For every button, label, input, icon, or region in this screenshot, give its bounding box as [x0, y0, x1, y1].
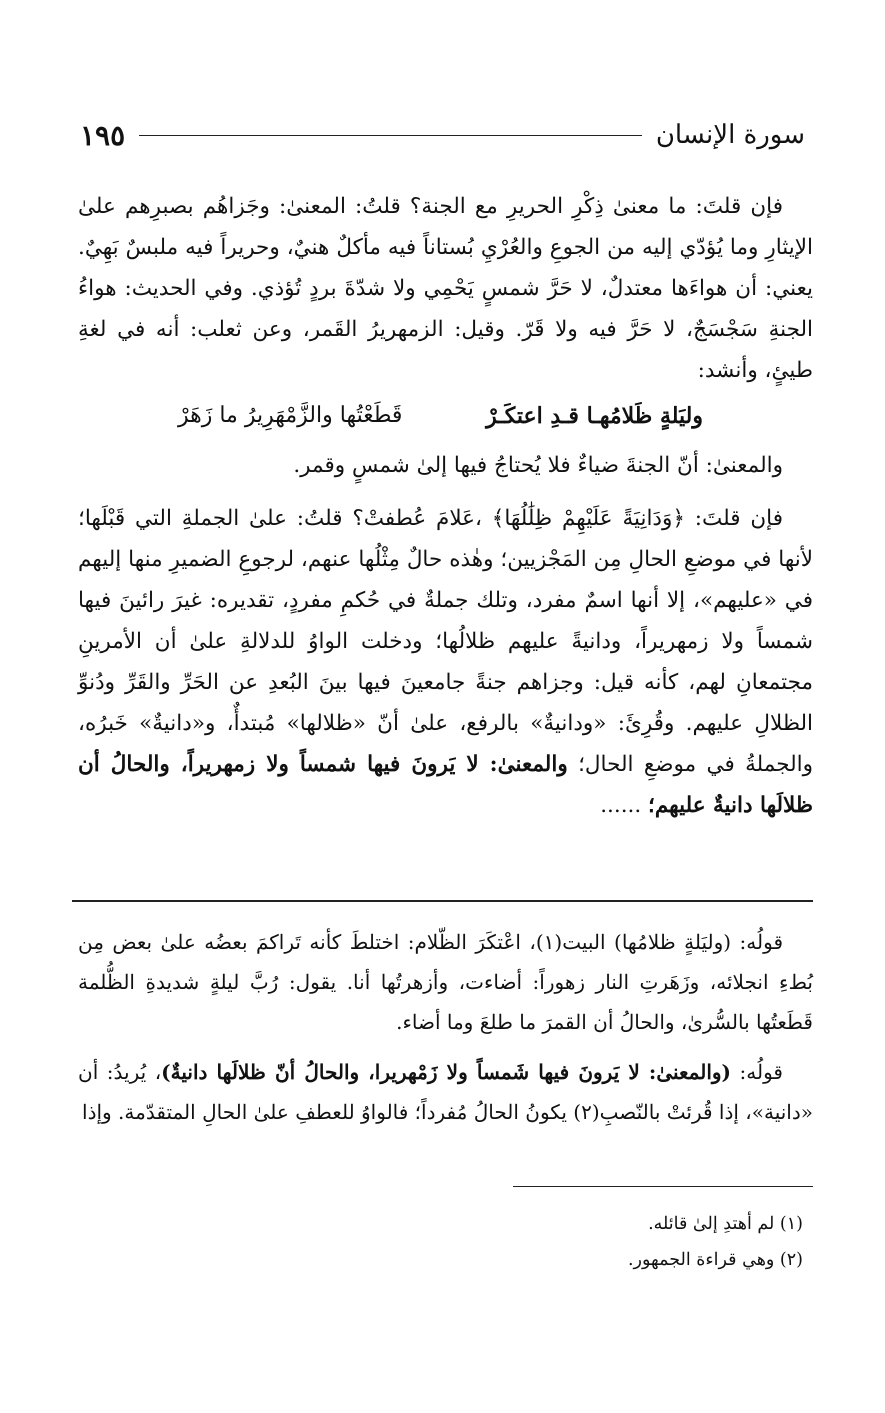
footnote-2: (٢) وهي قراءة الجمهور. — [627, 1250, 803, 1270]
verse-second-hemistich: قَطَعْتُها والزَّمْهَرِيرُ ما زَهَرْ — [178, 403, 403, 428]
paragraph-shade — [78, 498, 813, 826]
surah-title: سورة الإنسان — [655, 120, 805, 150]
page-number: ١٩٥ — [80, 118, 126, 152]
commentary-rest: ، يُريدُ: أن «دانية»، إذا قُرئتْ بالنّصبِ(٢) يكونُ الحالُ مُفرداً؛ فالواوُ للعطفِ علىٰ الحالِ المتقدّمة. وإذا — [78, 1060, 813, 1124]
shade-text: فإن قلتَ: ﴿وَدَانِيَةً عَلَيْهِمْ ظِلَٰلُهَا﴾ ،عَلامَ عُطفتْ؟ قلتُ: علىٰ الجملةِ التي قَبْلَها؛ لأنها في موضعِ الحالِ مِن المَجْزيين؛ وهٰذه حالٌ مِثْلُها عنهم، لرجوعِ الضميرِ منها إليهم في «عليهم»، إلا أنها اسمٌ مفرد، وتلك جملةٌ في حُكمِ مفردٍ، تقديره: غيرَ رائينَ فيها شمساً ولا زمهريراً، ودانيةً عليهم ظلالُها؛ ودخلت الواوُ للدلالةِ علىٰ أن الأمرينِ مجتمعانِ لهم، كأنه قيل: وجزاهم جنةً جامعينَ فيها بينَ البُعدِ عن الحَرِّ والقَرِّ ودُنوِّ الظلالِ عليهم. وقُرِئَ: «ودانيةٌ» بالرفع، علىٰ أنّ «ظلالها» مُبتدأٌ، و«دانيةٌ» خَبرُه، والجملةُ في موضعِ الحال؛ — [78, 506, 813, 777]
commentary-verse-note: قولُه: (وليَلةٍ ظلامُها) البيت(١)، اعْتكَرَ الظّلام: اختلطَ كأنه تَراكمَ بعضُه علىٰ بعض مِن بُطءِ انجلائه، وزَهَرتِ النار زهوراً: أضاءت، وأزهرتُها أنا. يقول: رُبَّ ليلةٍ شديدةِ الظُّلمة قَطَعتُها بالسُّرىٰ، والحالُ أن القمرَ ما طلعَ وما أضاء. — [78, 930, 813, 1034]
commentary-quote: (والمعنىٰ: لا يَرونَ فيها شَمساً ولا زَمْهريرا، والحالُ أنّ ظلالَها دانيةٌ) — [161, 1060, 732, 1084]
ellipsis: ...... — [600, 793, 649, 818]
paragraph-silk: فإن قلتَ: ما معنىٰ ذِكْرِ الحريرِ مع الجنة؟ قلتُ: المعنىٰ: وجَزاهُم بصبرِهم علىٰ الإيثارِ وما يُؤدّي إليه من الجوعِ والعُرْيِ بُستاناً فيه مأكلٌ هنيٌ، وحريراً فيه ملبسٌ بَهِيٌ. يعني: أن هواءَها معتدلٌ، لا حَرَّ شمسٍ يَحْمِي ولا شدّةَ بردٍ تُؤذي. وفي الحديث: هواءُ الجنةِ سَجْسَجٌ، لا حَرَّ فيه ولا قَرّ. وقيل: الزمهريرُ القَمر، وعن ثعلب: أنه في لغةِ طيئٍ، وأنشد: — [78, 194, 813, 383]
paragraph-meaning: والمعنىٰ: أنّ الجنةَ ضياءٌ فلا يُحتاجُ فيها إلىٰ شمسٍ وقمر. — [293, 453, 783, 478]
commentary-meaning-note — [78, 1052, 813, 1132]
footnotes — [78, 1206, 813, 1278]
commentary — [78, 922, 813, 1142]
header-rule — [139, 135, 642, 136]
commentary-lead: قولُه: — [731, 1060, 783, 1084]
poetry-verse — [78, 391, 813, 445]
running-header — [80, 110, 805, 160]
footnote-1: (١) لم أهتدِ إلىٰ قائله. — [648, 1214, 803, 1234]
main-text — [78, 186, 813, 826]
footnote-separator — [513, 1186, 813, 1187]
verse-first-hemistich: وليَلةٍ ظَلامُهـا قـدِ اعتكَـرْ — [486, 403, 703, 429]
commentary-separator — [72, 900, 813, 902]
shade-bold-text: والمعنىٰ: لا يَرونَ فيها شمساً ولا زمهريراً، والحالُ أن ظلالَها دانيةٌ عليهم؛ — [78, 752, 813, 818]
